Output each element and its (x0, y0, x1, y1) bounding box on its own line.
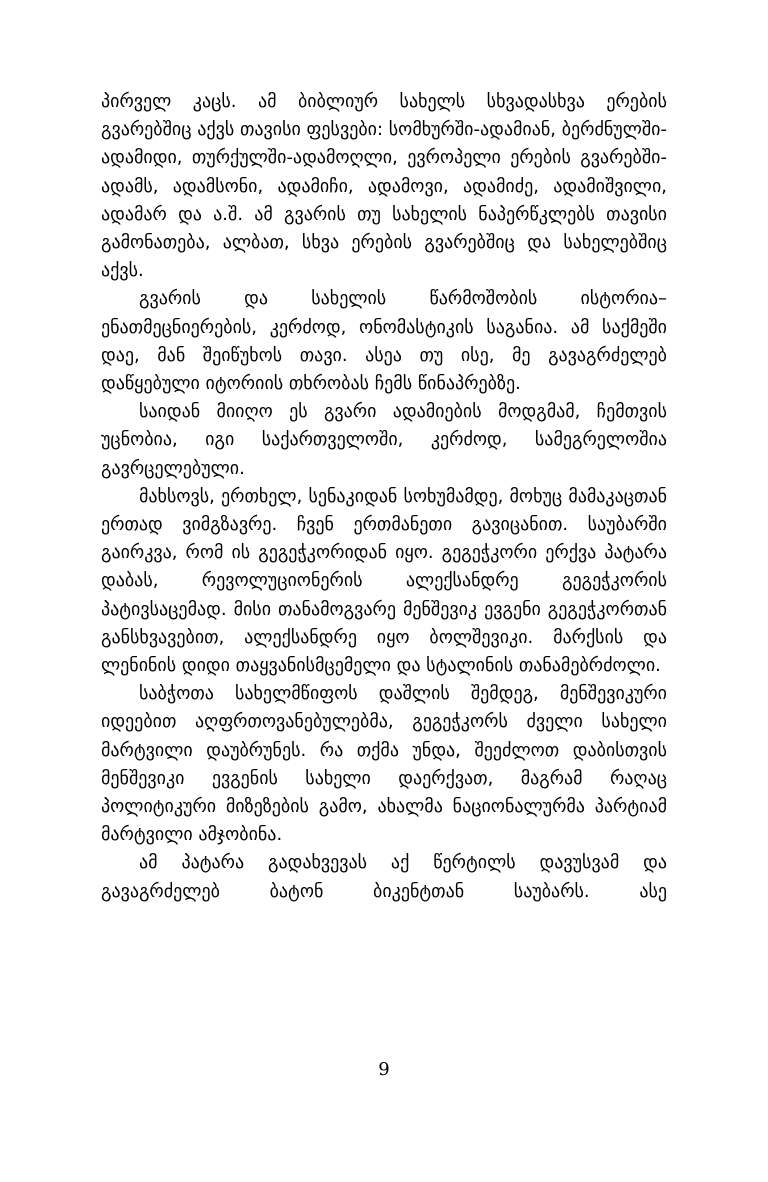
paragraph-1: პირველ კაცს. ამ ბიბლიურ სახელს სხვადასხვა ერების გვარებშიც აქვს თავისი ფესვები: სომხურში-ადამიან, ბერძნულში-ადამიდი, თურქულში-ადამოღლი, ევროპელი ერების გვარებში-ადამს, ადამსონი, ადამიჩი, ადამოვი, ადამიძე, ადამიშვილი, ადამარ და ა.შ. ამ გვარის თუ სახელის ნაპერწკლებს თავისი გამონათება, ალბათ, სხვა ერების გვარებშიც და სახელებშიც აქვს. (101, 91, 667, 282)
paragraph-6: ამ პატარა გადახვევას აქ წერტილს დავუსვამ და გავაგრძელებ ბატონ ბიკენტთან საუბარს. ასე (101, 852, 667, 902)
paragraph-2: გვარის და სახელის წარმოშობის ისტორია–ენათმეცნიერების, კერძოდ, ონომასტიკის საგანია. ამ საქმეში დაე, მან შეიწუხოს თავი. ასეა თუ ისე, მე გავაგრძელებ დაწყებული იტორიის თხრობას ჩემს წინაპრებზე. (101, 288, 667, 395)
paragraph-3: საიდან მიიღო ეს გვარი ადამიების მოდგმამ, ჩემთვის უცნობია, იგი საქართველოში, კერძოდ, სამეგრელოშია გავრცელებული. (101, 401, 667, 479)
paragraph-4: მახსოვს, ერთხელ, სენაკიდან სოხუმამდე, მოხუც მამაკაცთან ერთად ვიმგზავრე. ჩვენ ერთმანეთი გავიცანით. საუბარში გაირკვა, რომ ის გეგეჭკორიდან იყო. გეგეჭკორი ერქვა პატარა დაბას, რევოლუციონერის ალექსანდრე გეგეჭკორის პატივსაცემად. მისი თანამოგვარე მენშევიკ ევგენი გეგეჭკორთან განსხვავებით, ალექსანდრე იყო ბოლშევიკი. მარქსის და ლენინის დიდი თაყვანისმცემელი და სტალინის თანამებრძოლი. (101, 485, 667, 677)
paragraph-5: საბჭოთა სახელმწიფოს დაშლის შემდეგ, მენშევიკური იდეებით აღფრთოვანებულებმა, გეგეჭკორს ძველი სახელი მარტვილი დაუბრუნეს. რა თქმა უნდა, შეეძლოთ დაბისთვის მენშევიკი ევგენის სახელი დაერქვათ, მაგრამ რაღაც პოლიტიკური მიზეზების გამო, ახალმა ნაციონალურმა პარტიამ მარტვილი ამჯობინა. (101, 683, 667, 846)
page-number: 9 (378, 1059, 390, 1080)
body-text (101, 88, 667, 906)
